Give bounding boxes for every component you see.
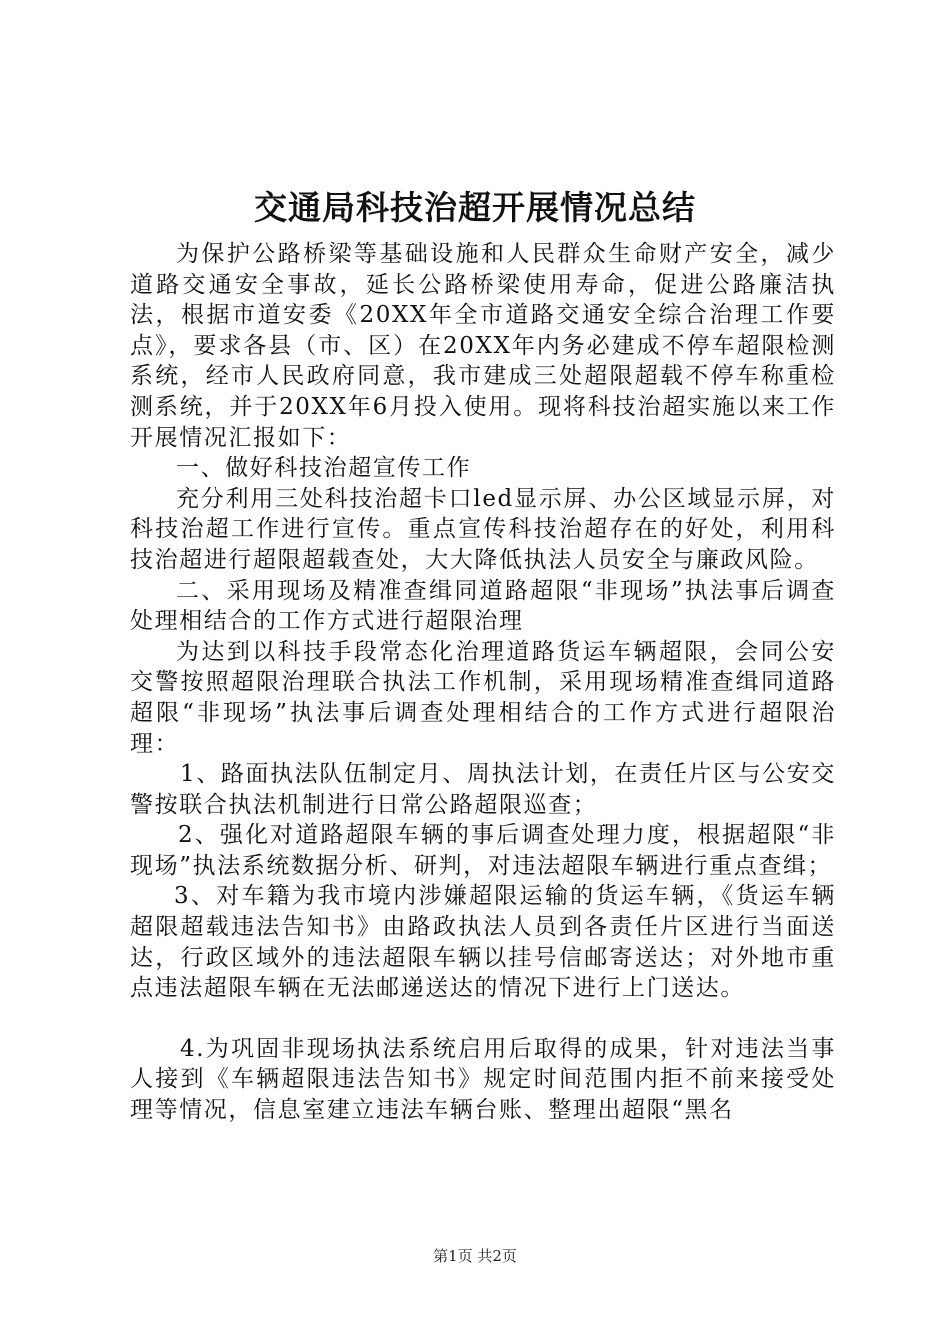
paragraph-joint-enforcement: 为达到以科技手段常态化治理道路货运车辆超限，会同公安交警按照超限治理联合执法工作机制，采用现场精准查缉同道路超限“非现场”执法事后调查处理相结合的工作方式进行超限治理： <box>130 638 836 757</box>
list-item-3: 3、对车籍为我市境内涉嫌超限运输的货运车辆，《货运车辆超限超载违法告知书》由路政执法人员到各责任片区进行当面送达，行政区域外的违法超限车辆以挂号信邮寄送达；对外地市重点违法超限车辆在无法邮递送达的情况下进行上门送达。 <box>130 883 836 1002</box>
document-body <box>130 239 836 1126</box>
page-footer: 第1页 共2页 <box>433 1247 517 1265</box>
list-item-2: 2、强化对道路超限车辆的事后调查处理力度，根据超限“非现场”执法系统数据分析、研判，对违法超限车辆进行重点查缉； <box>130 822 836 879</box>
paragraph-publicity: 充分利用三处科技治超卡口led显示屏、办公区域显示屏，对科技治超工作进行宣传。重点宣传科技治超存在的好处，利用科技治超进行超限超载查处，大大降低执法人员安全与廉政风险。 <box>130 485 836 573</box>
list-item-1: 1、路面执法队伍制定月、周执法计划，在责任片区与公安交警按联合执法机制进行日常公路超限巡查； <box>130 761 836 818</box>
list-item-4: 4.为巩固非现场执法系统启用后取得的成果，针对违法当事人接到《车辆超限违法告知书》规定时间范围内拒不前来接受处理等情况，信息室建立违法车辆台账、整理出超限“黑名 <box>130 1035 836 1124</box>
document-title: 交通局科技治超开展情况总结 <box>254 188 696 227</box>
paragraph-intro: 为保护公路桥梁等基础设施和人民群众生命财产安全，减少道路交通安全事故，延长公路桥梁使用寿命，促进公路廉洁执法，根据市道安委《20XX年全市道路交通安全综合治理工作要点》，要求各县（市、区）在20XX年内务必建成不停车超限检测系统，经市人民政府同意，我市建成三处超限超载不停车称重检测系统，并于20XX年6月投入使用。现将科技治超实施以来工作开展情况汇报如下： <box>130 241 836 451</box>
section-heading-2: 二、采用现场及精准查缉同道路超限“非现场”执法事后调查处理相结合的工作方式进行超限治理 <box>130 577 836 635</box>
section-heading-1: 一、做好科技治超宣传工作 <box>176 455 472 482</box>
paragraph-spacer <box>130 1004 836 1034</box>
